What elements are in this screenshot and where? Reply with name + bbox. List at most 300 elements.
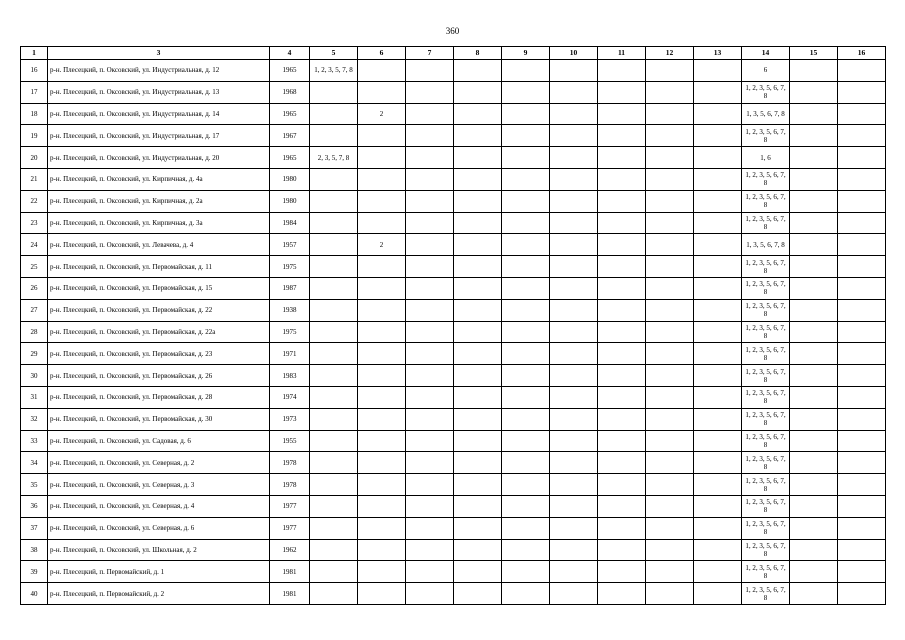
col9-cell <box>502 299 550 321</box>
col8-cell <box>454 147 502 169</box>
col6-cell <box>358 147 406 169</box>
col15-cell <box>790 321 838 343</box>
year-cell: 1977 <box>270 495 310 517</box>
col10-cell <box>550 103 598 125</box>
col12-cell <box>646 103 694 125</box>
col12-cell <box>646 60 694 82</box>
col6-cell <box>358 212 406 234</box>
address-cell: р-н. Плесецкий, п. Оксовский, ул. Кирпичная, д. 3а <box>48 212 270 234</box>
col8-cell <box>454 561 502 583</box>
address-cell: р-н. Плесецкий, п. Оксовский, ул. Первомайская, д. 23 <box>48 343 270 365</box>
col5-cell <box>310 234 358 256</box>
col13-cell <box>694 321 742 343</box>
table-row <box>21 299 886 321</box>
table-row <box>21 408 886 430</box>
col10-cell <box>550 60 598 82</box>
col9-cell <box>502 365 550 387</box>
row-number: 22 <box>21 190 48 212</box>
col5-cell <box>310 386 358 408</box>
address-cell: р-н. Плесецкий, п. Оксовский, ул. Кирпичная, д. 2а <box>48 190 270 212</box>
col7-cell <box>406 495 454 517</box>
col10-cell <box>550 517 598 539</box>
col10-cell <box>550 299 598 321</box>
col11-cell <box>598 474 646 496</box>
col6-cell <box>358 408 406 430</box>
col16-cell <box>838 517 886 539</box>
address-cell: р-н. Плесецкий, п. Оксовский, ул. Индустриальная, д. 13 <box>48 81 270 103</box>
col12-cell <box>646 539 694 561</box>
row-number: 18 <box>21 103 48 125</box>
column-header: 8 <box>454 47 502 60</box>
col14-cell: 1, 2, 3, 5, 6, 7, 8 <box>742 517 790 539</box>
col9-cell <box>502 212 550 234</box>
col14-cell: 1, 2, 3, 5, 6, 7, 8 <box>742 256 790 278</box>
col16-cell <box>838 474 886 496</box>
table-row <box>21 147 886 169</box>
col11-cell <box>598 212 646 234</box>
col16-cell <box>838 168 886 190</box>
address-cell: р-н. Плесецкий, п. Оксовский, ул. Первомайская, д. 30 <box>48 408 270 430</box>
housing-table <box>20 46 886 605</box>
col15-cell <box>790 147 838 169</box>
col7-cell <box>406 212 454 234</box>
col7-cell <box>406 81 454 103</box>
col15-cell <box>790 408 838 430</box>
col13-cell <box>694 386 742 408</box>
col12-cell <box>646 343 694 365</box>
col8-cell <box>454 234 502 256</box>
row-number: 20 <box>21 147 48 169</box>
table-row <box>21 583 886 605</box>
row-number: 37 <box>21 517 48 539</box>
col9-cell <box>502 583 550 605</box>
table-row <box>21 452 886 474</box>
col12-cell <box>646 561 694 583</box>
col5-cell: 1, 2, 3, 5, 7, 8 <box>310 60 358 82</box>
column-header: 9 <box>502 47 550 60</box>
col7-cell <box>406 103 454 125</box>
table-row <box>21 386 886 408</box>
col10-cell <box>550 256 598 278</box>
col14-cell: 1, 2, 3, 5, 6, 7, 8 <box>742 495 790 517</box>
col8-cell <box>454 430 502 452</box>
col12-cell <box>646 408 694 430</box>
year-cell: 1955 <box>270 430 310 452</box>
address-cell: р-н. Плесецкий, п. Первомайский, д. 2 <box>48 583 270 605</box>
col15-cell <box>790 386 838 408</box>
col6-cell <box>358 125 406 147</box>
address-cell: р-н. Плесецкий, п. Оксовский, ул. Первомайская, д. 28 <box>48 386 270 408</box>
col5-cell <box>310 212 358 234</box>
col12-cell <box>646 147 694 169</box>
col5-cell <box>310 452 358 474</box>
table-row <box>21 561 886 583</box>
row-number: 33 <box>21 430 48 452</box>
col8-cell <box>454 583 502 605</box>
col15-cell <box>790 452 838 474</box>
col15-cell <box>790 583 838 605</box>
address-cell: р-н. Плесецкий, п. Оксовский, ул. Левачева, д. 4 <box>48 234 270 256</box>
col7-cell <box>406 583 454 605</box>
col12-cell <box>646 321 694 343</box>
table-row <box>21 125 886 147</box>
col12-cell <box>646 452 694 474</box>
col11-cell <box>598 386 646 408</box>
year-cell: 1957 <box>270 234 310 256</box>
year-cell: 1968 <box>270 81 310 103</box>
address-cell: р-н. Плесецкий, п. Оксовский, ул. Школьная, д. 2 <box>48 539 270 561</box>
table-body <box>21 60 886 605</box>
year-cell: 1975 <box>270 256 310 278</box>
row-number: 24 <box>21 234 48 256</box>
table-row <box>21 81 886 103</box>
col8-cell <box>454 256 502 278</box>
address-cell: р-н. Плесецкий, п. Оксовский, ул. Северная, д. 4 <box>48 495 270 517</box>
col7-cell <box>406 539 454 561</box>
col11-cell <box>598 234 646 256</box>
table-row <box>21 212 886 234</box>
column-header: 6 <box>358 47 406 60</box>
table-row <box>21 343 886 365</box>
col6-cell <box>358 256 406 278</box>
address-cell: р-н. Плесецкий, п. Оксовский, ул. Индустриальная, д. 12 <box>48 60 270 82</box>
col14-cell: 1, 2, 3, 5, 6, 7, 8 <box>742 343 790 365</box>
col5-cell <box>310 81 358 103</box>
col9-cell <box>502 125 550 147</box>
col13-cell <box>694 277 742 299</box>
col15-cell <box>790 539 838 561</box>
year-cell: 1981 <box>270 583 310 605</box>
col15-cell <box>790 81 838 103</box>
col11-cell <box>598 430 646 452</box>
row-number: 25 <box>21 256 48 278</box>
col9-cell <box>502 539 550 561</box>
col13-cell <box>694 474 742 496</box>
col7-cell <box>406 365 454 387</box>
col12-cell <box>646 168 694 190</box>
col13-cell <box>694 583 742 605</box>
address-cell: р-н. Плесецкий, п. Оксовский, ул. Северная, д. 3 <box>48 474 270 496</box>
col10-cell <box>550 277 598 299</box>
year-cell: 1983 <box>270 365 310 387</box>
col8-cell <box>454 103 502 125</box>
col10-cell <box>550 365 598 387</box>
col5-cell <box>310 256 358 278</box>
col14-cell: 1, 2, 3, 5, 6, 7, 8 <box>742 452 790 474</box>
col7-cell <box>406 234 454 256</box>
col10-cell <box>550 386 598 408</box>
year-cell: 1975 <box>270 321 310 343</box>
column-header: 10 <box>550 47 598 60</box>
col6-cell <box>358 474 406 496</box>
year-cell: 1978 <box>270 452 310 474</box>
col5-cell <box>310 583 358 605</box>
col12-cell <box>646 517 694 539</box>
col5-cell <box>310 299 358 321</box>
col7-cell <box>406 60 454 82</box>
col9-cell <box>502 386 550 408</box>
col9-cell <box>502 234 550 256</box>
address-cell: р-н. Плесецкий, п. Оксовский, ул. Кирпичная, д. 4а <box>48 168 270 190</box>
col12-cell <box>646 583 694 605</box>
table-row <box>21 365 886 387</box>
row-number: 19 <box>21 125 48 147</box>
col8-cell <box>454 517 502 539</box>
row-number: 17 <box>21 81 48 103</box>
table-row <box>21 430 886 452</box>
col16-cell <box>838 583 886 605</box>
col15-cell <box>790 168 838 190</box>
col14-cell: 1, 2, 3, 5, 6, 7, 8 <box>742 81 790 103</box>
col16-cell <box>838 125 886 147</box>
col6-cell <box>358 190 406 212</box>
col10-cell <box>550 168 598 190</box>
col10-cell <box>550 561 598 583</box>
year-cell: 1973 <box>270 408 310 430</box>
address-cell: р-н. Плесецкий, п. Первомайский, д. 1 <box>48 561 270 583</box>
col7-cell <box>406 343 454 365</box>
row-number: 36 <box>21 495 48 517</box>
year-cell: 1984 <box>270 212 310 234</box>
col11-cell <box>598 343 646 365</box>
col8-cell <box>454 81 502 103</box>
column-header: 16 <box>838 47 886 60</box>
col16-cell <box>838 212 886 234</box>
year-cell: 1987 <box>270 277 310 299</box>
col6-cell <box>358 81 406 103</box>
col10-cell <box>550 430 598 452</box>
col7-cell <box>406 408 454 430</box>
col13-cell <box>694 365 742 387</box>
col13-cell <box>694 125 742 147</box>
col16-cell <box>838 408 886 430</box>
col14-cell: 1, 2, 3, 5, 6, 7, 8 <box>742 386 790 408</box>
col6-cell <box>358 495 406 517</box>
col15-cell <box>790 430 838 452</box>
page-number: 360 <box>445 26 460 36</box>
col7-cell <box>406 474 454 496</box>
column-header: 4 <box>270 47 310 60</box>
col14-cell: 1, 2, 3, 5, 6, 7, 8 <box>742 212 790 234</box>
col8-cell <box>454 386 502 408</box>
col10-cell <box>550 343 598 365</box>
table-row <box>21 517 886 539</box>
col11-cell <box>598 561 646 583</box>
col7-cell <box>406 168 454 190</box>
col6-cell <box>358 277 406 299</box>
col5-cell <box>310 408 358 430</box>
col14-cell: 1, 2, 3, 5, 6, 7, 8 <box>742 321 790 343</box>
col7-cell <box>406 299 454 321</box>
col13-cell <box>694 103 742 125</box>
col14-cell: 1, 2, 3, 5, 6, 7, 8 <box>742 365 790 387</box>
col9-cell <box>502 430 550 452</box>
col8-cell <box>454 125 502 147</box>
address-cell: р-н. Плесецкий, п. Оксовский, ул. Первомайская, д. 11 <box>48 256 270 278</box>
col10-cell <box>550 495 598 517</box>
col15-cell <box>790 517 838 539</box>
table-row <box>21 168 886 190</box>
col10-cell <box>550 125 598 147</box>
col16-cell <box>838 234 886 256</box>
col15-cell <box>790 234 838 256</box>
col12-cell <box>646 474 694 496</box>
column-header: 13 <box>694 47 742 60</box>
col9-cell <box>502 256 550 278</box>
col10-cell <box>550 474 598 496</box>
table-row <box>21 495 886 517</box>
col13-cell <box>694 81 742 103</box>
col16-cell <box>838 256 886 278</box>
year-cell: 1974 <box>270 386 310 408</box>
col14-cell: 1, 2, 3, 5, 6, 7, 8 <box>742 299 790 321</box>
col8-cell <box>454 343 502 365</box>
col14-cell: 1, 2, 3, 5, 6, 7, 8 <box>742 277 790 299</box>
col12-cell <box>646 234 694 256</box>
col13-cell <box>694 539 742 561</box>
year-cell: 1977 <box>270 517 310 539</box>
col12-cell <box>646 277 694 299</box>
col11-cell <box>598 103 646 125</box>
col15-cell <box>790 474 838 496</box>
col16-cell <box>838 103 886 125</box>
year-cell: 1978 <box>270 474 310 496</box>
row-number: 28 <box>21 321 48 343</box>
col12-cell <box>646 299 694 321</box>
year-cell: 1967 <box>270 125 310 147</box>
col15-cell <box>790 60 838 82</box>
row-number: 35 <box>21 474 48 496</box>
col15-cell <box>790 495 838 517</box>
col16-cell <box>838 60 886 82</box>
col8-cell <box>454 60 502 82</box>
col15-cell <box>790 365 838 387</box>
table-row <box>21 60 886 82</box>
address-cell: р-н. Плесецкий, п. Оксовский, ул. Садовая, д. 6 <box>48 430 270 452</box>
col9-cell <box>502 81 550 103</box>
col16-cell <box>838 321 886 343</box>
col15-cell <box>790 561 838 583</box>
col10-cell <box>550 452 598 474</box>
col15-cell <box>790 103 838 125</box>
col7-cell <box>406 147 454 169</box>
col16-cell <box>838 81 886 103</box>
col10-cell <box>550 147 598 169</box>
col16-cell <box>838 386 886 408</box>
col16-cell <box>838 277 886 299</box>
col5-cell <box>310 517 358 539</box>
col9-cell <box>502 190 550 212</box>
col11-cell <box>598 81 646 103</box>
row-number: 27 <box>21 299 48 321</box>
col5-cell <box>310 103 358 125</box>
row-number: 39 <box>21 561 48 583</box>
col6-cell: 2 <box>358 103 406 125</box>
col13-cell <box>694 147 742 169</box>
col9-cell <box>502 517 550 539</box>
col14-cell: 1, 2, 3, 5, 6, 7, 8 <box>742 190 790 212</box>
col8-cell <box>454 452 502 474</box>
col5-cell <box>310 430 358 452</box>
col8-cell <box>454 408 502 430</box>
col10-cell <box>550 408 598 430</box>
row-number: 21 <box>21 168 48 190</box>
col5-cell <box>310 561 358 583</box>
row-number: 38 <box>21 539 48 561</box>
col9-cell <box>502 408 550 430</box>
col6-cell <box>358 60 406 82</box>
col14-cell: 1, 3, 5, 6, 7, 8 <box>742 103 790 125</box>
col16-cell <box>838 561 886 583</box>
col11-cell <box>598 168 646 190</box>
col7-cell <box>406 430 454 452</box>
col8-cell <box>454 495 502 517</box>
col12-cell <box>646 190 694 212</box>
col7-cell <box>406 386 454 408</box>
col6-cell <box>358 583 406 605</box>
row-number: 26 <box>21 277 48 299</box>
col7-cell <box>406 125 454 147</box>
col14-cell: 1, 2, 3, 5, 6, 7, 8 <box>742 408 790 430</box>
col12-cell <box>646 212 694 234</box>
year-cell: 1938 <box>270 299 310 321</box>
address-cell: р-н. Плесецкий, п. Оксовский, ул. Северная, д. 6 <box>48 517 270 539</box>
address-cell: р-н. Плесецкий, п. Оксовский, ул. Индустриальная, д. 17 <box>48 125 270 147</box>
col7-cell <box>406 190 454 212</box>
col5-cell <box>310 343 358 365</box>
table-row <box>21 256 886 278</box>
col16-cell <box>838 539 886 561</box>
col14-cell: 6 <box>742 60 790 82</box>
col12-cell <box>646 386 694 408</box>
year-cell: 1965 <box>270 103 310 125</box>
col6-cell <box>358 517 406 539</box>
table-row <box>21 321 886 343</box>
col9-cell <box>502 452 550 474</box>
col5-cell <box>310 495 358 517</box>
row-number: 40 <box>21 583 48 605</box>
row-number: 30 <box>21 365 48 387</box>
col11-cell <box>598 365 646 387</box>
col8-cell <box>454 539 502 561</box>
year-cell: 1965 <box>270 60 310 82</box>
col14-cell: 1, 2, 3, 5, 6, 7, 8 <box>742 168 790 190</box>
column-header: 5 <box>310 47 358 60</box>
row-number: 32 <box>21 408 48 430</box>
col13-cell <box>694 212 742 234</box>
col7-cell <box>406 517 454 539</box>
year-cell: 1980 <box>270 168 310 190</box>
col11-cell <box>598 495 646 517</box>
address-cell: р-н. Плесецкий, п. Оксовский, ул. Первомайская, д. 22 <box>48 299 270 321</box>
col8-cell <box>454 168 502 190</box>
col13-cell <box>694 517 742 539</box>
col8-cell <box>454 277 502 299</box>
col10-cell <box>550 539 598 561</box>
col5-cell <box>310 277 358 299</box>
col11-cell <box>598 517 646 539</box>
col14-cell: 1, 2, 3, 5, 6, 7, 8 <box>742 474 790 496</box>
col8-cell <box>454 190 502 212</box>
col15-cell <box>790 190 838 212</box>
col14-cell: 1, 2, 3, 5, 6, 7, 8 <box>742 539 790 561</box>
col9-cell <box>502 277 550 299</box>
col13-cell <box>694 168 742 190</box>
col6-cell <box>358 386 406 408</box>
col6-cell <box>358 299 406 321</box>
col10-cell <box>550 321 598 343</box>
column-header: 3 <box>48 47 270 60</box>
